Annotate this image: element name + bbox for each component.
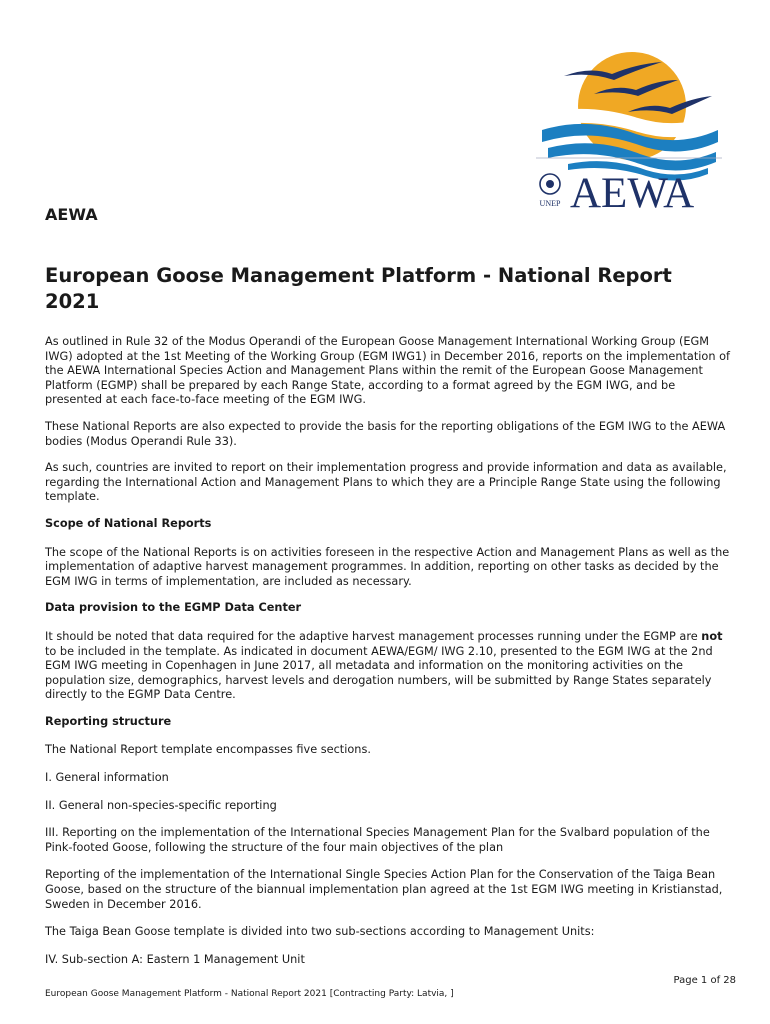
sections-intro: The National Report template encompasses five sections. xyxy=(45,743,371,757)
basis-paragraph: These National Reports are also expected to provide the basis for the reporting obligations of the EGM IWG to the AEWA bodies (Modus Operandi Rule 33). xyxy=(45,419,726,448)
scope-heading: Scope of National Reports xyxy=(45,516,212,530)
section-item: IV. Sub-section A: Eastern 1 Management Unit xyxy=(45,952,305,966)
document-body xyxy=(45,335,735,980)
reporting-structure-heading: Reporting structure xyxy=(45,714,172,728)
emphasis-not: not xyxy=(701,629,723,643)
page-number: Page 1 of 28 xyxy=(673,975,736,986)
data-provision-paragraph: It should be noted that data required for the adaptive harvest management processes running under the EGMP are not to be included in the template. As indicated in document AEWA/EGM/ IWG 2.10, presented to the EGM IWG at the 2nd EGM IWG meeting in Copenhagen in June 2017, all metadata and information on the monitoring activities on the population size, demographics, harvest levels and derogation numbers, will be submitted by Range States separately directly to the EGMP Data Centre. xyxy=(45,629,723,702)
subsections-paragraph: The Taiga Bean Goose template is divided into two sub-sections according to Management Units: xyxy=(45,925,595,939)
unep-label: UNEP xyxy=(539,199,561,208)
data-provision-heading: Data provision to the EGMP Data Center xyxy=(45,601,302,615)
aewa-wordmark: AEWA xyxy=(570,170,695,212)
invitation-paragraph: As such, countries are invited to report on their implementation progress and provide information and data as available, regarding the International Action and Management Plans to which they are a Principle Range State using the following template. xyxy=(45,461,727,504)
section-item: II. General non-species-specific reporting xyxy=(45,798,277,812)
intro-paragraph: As outlined in Rule 32 of the Modus Operandi of the European Goose Management International Working Group (EGM IWG) adopted at the 1st Meeting of the Working Group (EGM IWG1) in December 2016, reports on the implementation of the AEWA International Species Action and Management Plans within the remit of the European Goose Management Platform (EGMP) shall be prepared by each Range State, according to a format agreed by the EGM IWG, and be presented at each face-to-face meeting of the EGM IWG. xyxy=(45,335,730,407)
organization-heading: AEWA xyxy=(45,205,98,224)
section-item: III. Reporting on the implementation of the International Species Management Plan for the Svalbard population of the Pink-footed Goose, following the structure of the four main objectives of the plan xyxy=(45,826,710,854)
taiga-paragraph: Reporting of the implementation of the International Single Species Action Plan for the Conservation of the Taiga Bean Goose, based on the structure of the biannual implementation plan agreed at the 1st EGM IWG meeting in Kristianstad, Sweden in December 2016. xyxy=(45,868,723,911)
document-title: European Goose Management Platform - National Report 2021 xyxy=(45,264,672,313)
scope-paragraph: The scope of the National Reports is on activities foreseen in the respective Action and Management Plans as well as the implementation of adaptive harvest management programmes. In addition, reporting on other tasks as decided by the EGM IWG in terms of implementation, are included as necessary. xyxy=(45,545,730,588)
section-item: I. General information xyxy=(45,771,169,785)
page-footer: European Goose Management Platform - National Report 2021 [Contracting Party: Latvia, ] xyxy=(45,989,454,999)
aewa-logo xyxy=(528,44,728,212)
